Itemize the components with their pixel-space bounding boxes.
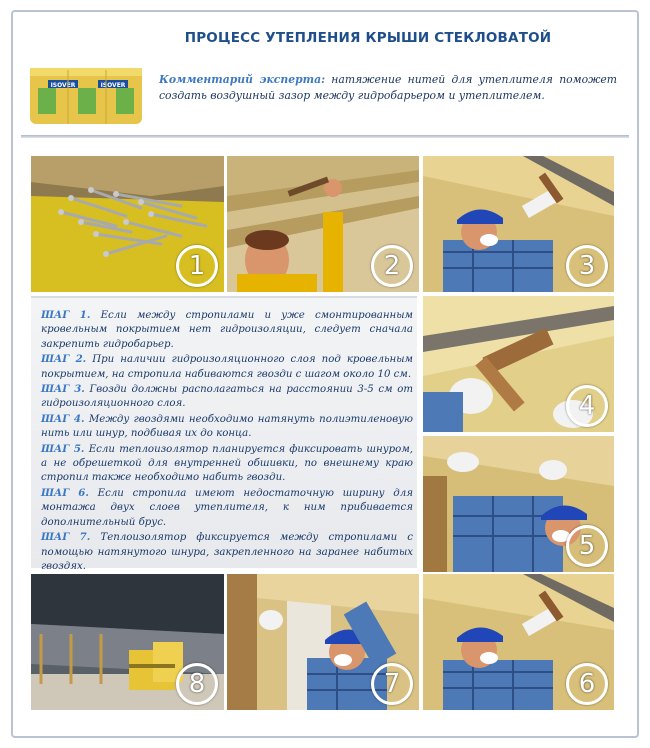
photo-step-3 [423, 156, 614, 292]
step-2: ШАГ 2. При наличии гидроизоляционного слоя под кровельным покрытием, на стропила набиваются гвозди с шагом около 10 см. [41, 353, 413, 380]
step-4: ШАГ 4. Между гвоздями необходимо натянуть полиэтиленовую нить или шнур, подбивая их до конца. [41, 412, 413, 440]
step-number-badge: 6 [566, 663, 608, 705]
step-3: ШАГ 3. Гвозди должны располагаться на расстоянии 3-5 см от гидроизоляционного слоя. [41, 383, 413, 410]
header [13, 12, 637, 136]
step-5: ШАГ 5. Если теплоизолятор планируется фиксировать шнуром, а не обрешеткой для внутренней обшивки, по внешнему краю стропил также необходимо набить гвозди. [41, 442, 413, 484]
expert-comment [159, 72, 617, 104]
step-number-badge: 2 [371, 245, 413, 287]
svg-text:ISOVER: ISOVER [100, 82, 126, 89]
page-title: ПРОЦЕСС УТЕПЛЕНИЯ КРЫШИ СТЕКЛОВАТОЙ [184, 30, 552, 46]
svg-text:ISOVER: ISOVER [50, 82, 76, 89]
step-7: ШАГ 7. Теплоизолятор фиксируется между стропилами с помощью натянутого шнура, закрепленного на заранее набитых гвоздях. [41, 531, 413, 572]
step-number-badge: 3 [566, 245, 608, 287]
steps-list [31, 296, 417, 572]
step-number-badge: 4 [566, 385, 608, 427]
header-divider [21, 135, 629, 138]
expert-comment-label: Комментарий эксперта: [159, 73, 326, 86]
step-number-badge: 1 [176, 245, 218, 287]
expert-comment-text: натяжение нитей для утеплителя поможет создать воздушный зазор между гидробарьером и утеплителем. [159, 73, 617, 102]
photo-step-2 [227, 156, 419, 292]
step-number-badge: 7 [371, 663, 413, 705]
photo-step-8 [31, 574, 224, 710]
photo-step-4 [423, 296, 614, 432]
step-number-badge: 8 [176, 663, 218, 705]
step-6: ШАГ 6. Если стропила имеют недостаточную ширину для монтажа двух слоев утеплителя, к ним прибивается дополнительный брус. [41, 486, 413, 528]
photo-step-6 [423, 574, 614, 710]
photo-step-1 [31, 156, 224, 292]
photo-step-5 [423, 436, 614, 572]
step-1: ШАГ 1. Если между стропилами и уже смонтированным кровельным покрытием нет гидроизоляции, следует сначала закрепить гидробарьер. [41, 309, 413, 350]
photo-step-7 [227, 574, 419, 710]
step-number-badge: 5 [566, 525, 608, 567]
product-package-image [28, 58, 146, 128]
